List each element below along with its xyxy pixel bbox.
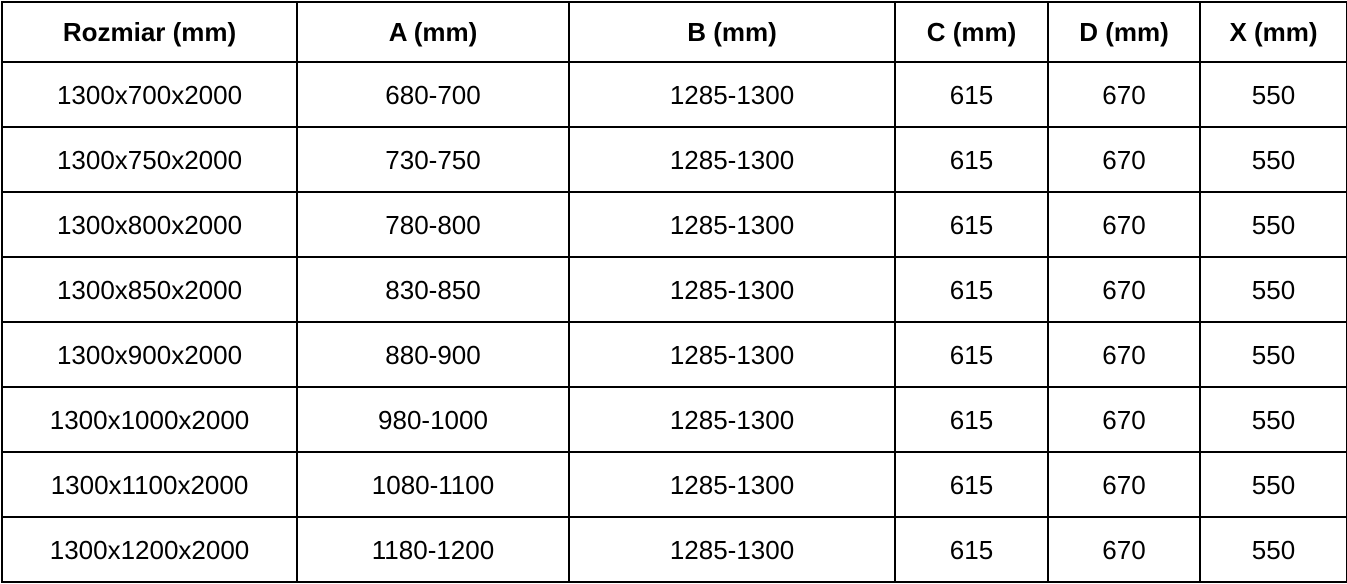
cell-rozmiar: 1300x1000x2000 (2, 387, 297, 452)
column-header-c: C (mm) (895, 2, 1048, 62)
table-row (2, 127, 1347, 192)
cell-rozmiar: 1300x700x2000 (2, 62, 297, 127)
cell-c: 615 (895, 517, 1048, 582)
cell-c: 615 (895, 452, 1048, 517)
cell-c: 615 (895, 322, 1048, 387)
cell-a: 1180-1200 (297, 517, 569, 582)
cell-a: 980-1000 (297, 387, 569, 452)
cell-rozmiar: 1300x750x2000 (2, 127, 297, 192)
cell-x: 550 (1200, 192, 1347, 257)
cell-b: 1285-1300 (569, 452, 895, 517)
cell-b: 1285-1300 (569, 517, 895, 582)
cell-x: 550 (1200, 62, 1347, 127)
cell-rozmiar: 1300x900x2000 (2, 322, 297, 387)
column-header-a: A (mm) (297, 2, 569, 62)
cell-a: 780-800 (297, 192, 569, 257)
cell-d: 670 (1048, 62, 1200, 127)
cell-rozmiar: 1300x800x2000 (2, 192, 297, 257)
cell-d: 670 (1048, 257, 1200, 322)
cell-d: 670 (1048, 192, 1200, 257)
cell-x: 550 (1200, 387, 1347, 452)
cell-rozmiar: 1300x1100x2000 (2, 452, 297, 517)
cell-c: 615 (895, 192, 1048, 257)
size-specification-table (1, 1, 1347, 583)
cell-a: 730-750 (297, 127, 569, 192)
cell-c: 615 (895, 257, 1048, 322)
column-header-x: X (mm) (1200, 2, 1347, 62)
cell-d: 670 (1048, 517, 1200, 582)
cell-c: 615 (895, 62, 1048, 127)
table-row (2, 192, 1347, 257)
cell-rozmiar: 1300x1200x2000 (2, 517, 297, 582)
cell-b: 1285-1300 (569, 387, 895, 452)
column-header-d: D (mm) (1048, 2, 1200, 62)
cell-x: 550 (1200, 127, 1347, 192)
table-row (2, 517, 1347, 582)
table-row (2, 257, 1347, 322)
cell-x: 550 (1200, 517, 1347, 582)
cell-c: 615 (895, 387, 1048, 452)
cell-b: 1285-1300 (569, 322, 895, 387)
cell-x: 550 (1200, 452, 1347, 517)
table-row (2, 452, 1347, 517)
cell-b: 1285-1300 (569, 62, 895, 127)
cell-d: 670 (1048, 452, 1200, 517)
cell-d: 670 (1048, 387, 1200, 452)
column-header-b: B (mm) (569, 2, 895, 62)
table-row (2, 322, 1347, 387)
cell-c: 615 (895, 127, 1048, 192)
column-header-rozmiar: Rozmiar (mm) (2, 2, 297, 62)
cell-b: 1285-1300 (569, 192, 895, 257)
cell-d: 670 (1048, 127, 1200, 192)
cell-a: 880-900 (297, 322, 569, 387)
table-row (2, 62, 1347, 127)
cell-x: 550 (1200, 257, 1347, 322)
cell-b: 1285-1300 (569, 127, 895, 192)
cell-a: 830-850 (297, 257, 569, 322)
table-row (2, 387, 1347, 452)
cell-a: 680-700 (297, 62, 569, 127)
cell-a: 1080-1100 (297, 452, 569, 517)
cell-b: 1285-1300 (569, 257, 895, 322)
table-header-row (2, 2, 1347, 62)
cell-d: 670 (1048, 322, 1200, 387)
cell-x: 550 (1200, 322, 1347, 387)
cell-rozmiar: 1300x850x2000 (2, 257, 297, 322)
